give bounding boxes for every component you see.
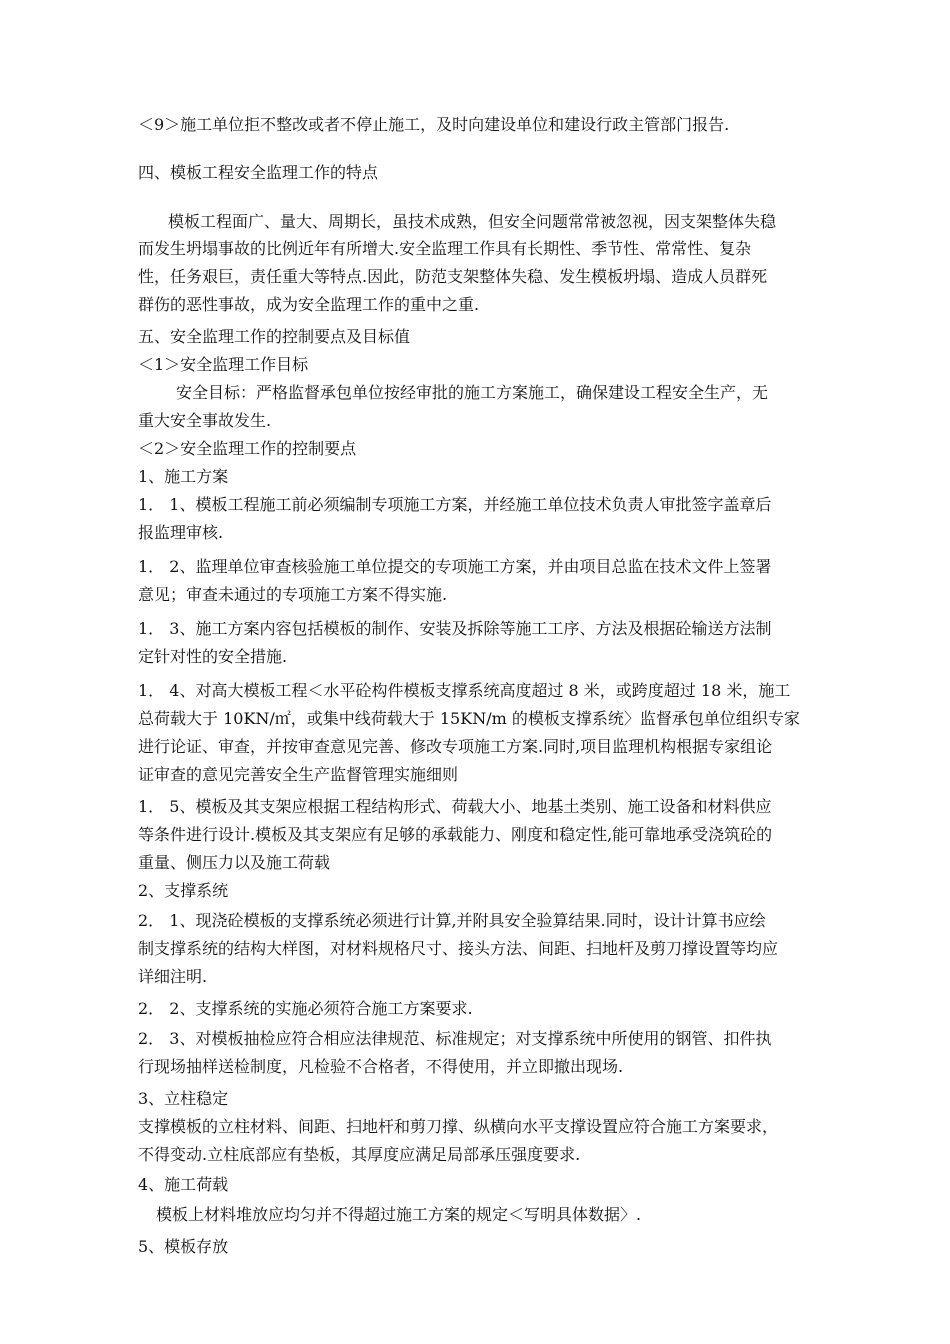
section-heading: 四、模板工程安全监理工作的特点 [138, 163, 379, 182]
text-line: ＜9＞施工单位拒不整改或者不停止施工，及时向建设单位和建设行政主管部门报告. [138, 115, 730, 134]
text-line: 2． 2、支撑系统的实施必须符合施工方案要求. [138, 999, 473, 1018]
text-line: 重大安全事故发生. [138, 411, 272, 430]
text-line: 支撑模板的立柱材料、间距、扫地杆和剪刀撑、纵横向水平支撑设置应符合施工方案要求， [138, 1117, 779, 1136]
text-line: 性，任务艰巨，责任重大等特点.因此，防范支架整体失稳、发生模板坍塌、造成人员群死 [138, 267, 768, 286]
text-line: 2． 1、现浇砼模板的支撑系统必须进行计算,并附具安全验算结果.同时，设计计算书应绘 [138, 911, 766, 930]
text-line: 证审查的意见完善安全生产监督管理实施细则 [138, 765, 459, 784]
text-line: 总荷载大于 10KN/㎡，或集中线荷载大于 15KN/m 的模板支撑系统〉监督承包单位组织专家 [138, 709, 800, 728]
text-line: 1． 3、施工方案内容包括模板的制作、安装及拆除等施工工序、方法及根据砼输送方法制 [138, 619, 772, 638]
text-line: 等条件进行设计.模板及其支架应有足够的承载能力、刚度和稳定性,能可靠地承受浇筑砼的 [138, 825, 773, 844]
text-line: 制支撑系统的结构大样图，对材料规格尺寸、接头方法、间距、扫地杆及剪刀撑设置等均应 [138, 939, 779, 958]
text-line: 1． 5、模板及其支架应根据工程结构形式、荷载大小、地基土类别、施工设备和材料供应 [138, 797, 772, 816]
item-heading: 3、立柱稳定 [138, 1089, 229, 1108]
item-heading: 2、支撑系统 [138, 881, 229, 900]
text-line: 重量、侧压力以及施工荷载 [138, 853, 331, 872]
text-line: 进行论证、审查，并按审查意见完善、修改专项施工方案.同时,项目监理机构根据专家组论 [138, 737, 773, 756]
text-line: 1． 1、模板工程施工前必须编制专项施工方案，并经施工单位技术负责人审批签字盖章后 [138, 495, 772, 514]
text-line: 模板工程面广、量大、周期长，虽技术成熟，但安全问题常常被忽视，因支架整体失稳 [168, 212, 777, 231]
text-line: 不得变动.立柱底部应有垫板，其厚度应满足局部承压强度要求. [138, 1145, 581, 1164]
text-line: 安全目标：严格监督承包单位按经审批的施工方案施工，确保建设工程安全生产，无 [176, 383, 769, 402]
text-line: 行现场抽样送检制度，凡检验不合格者，不得使用，并立即撤出现场. [138, 1057, 624, 1076]
text-line: 群伤的恶性事故，成为安全监理工作的重中之重. [138, 295, 480, 314]
text-line: 意见；审查未通过的专项施工方案不得实施. [138, 585, 448, 604]
item-heading: 1、施工方案 [138, 467, 229, 486]
text-line: 2． 3、对模板抽检应符合相应法律规范、标准规定；对支撑系统中所使用的钢管、扣件执 [138, 1029, 772, 1048]
text-line: 1． 4、对高大模板工程＜水平砼构件模板支撑系统高度超过 8 米，或跨度超过 18 米，施工 [138, 681, 791, 700]
text-line: 1． 2、监理单位审查核验施工单位提交的专项施工方案，并由项目总监在技术文件上签署 [138, 557, 772, 576]
item-heading: 4、施工荷载 [138, 1175, 229, 1194]
subsection-heading: ＜2＞安全监理工作的控制要点 [138, 439, 357, 458]
section-heading: 五、安全监理工作的控制要点及目标值 [138, 327, 411, 346]
item-heading: 5、模板存放 [138, 1237, 229, 1256]
text-line: 报监理审核. [138, 523, 224, 542]
subsection-heading: ＜1＞安全监理工作目标 [138, 355, 309, 374]
text-line: 定针对性的安全措施. [138, 647, 288, 666]
text-line: 详细注明. [138, 967, 208, 986]
text-line: 而发生坍塌事故的比例近年有所增大.安全监理工作具有长期性、季节性、常常性、复杂 [138, 239, 752, 258]
text-line: 模板上材料堆放应均匀并不得超过施工方案的规定＜写明具体数据〉. [156, 1205, 642, 1224]
